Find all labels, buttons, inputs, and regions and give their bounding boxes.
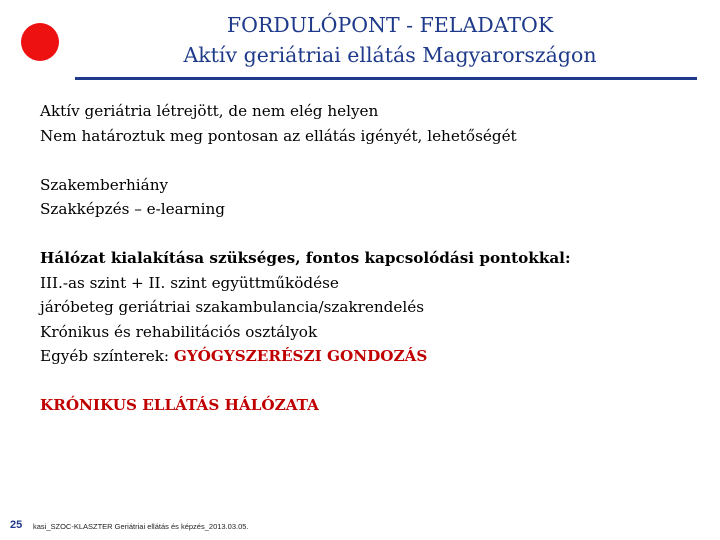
body-line-9	[40, 344, 700, 369]
body-line-8: Krónikus és rehabilitációs osztályok	[40, 322, 318, 341]
title-underline	[75, 77, 697, 80]
body-line-chronic-network: KRÓNIKUS ELLÁTÁS HÁLÓZATA	[40, 396, 319, 414]
footer-text: kasi_SZOC-KLASZTER Geriátriai ellátás és képzés_2013.03.05.	[33, 522, 249, 531]
body-line-6: III.-as szint + II. szint együttműködése	[40, 273, 339, 292]
spacer	[40, 369, 700, 394]
slide-title-line-2: Aktív geriátriai ellátás Magyarországon	[183, 43, 597, 67]
body-line-9-highlight: GYÓGYSZERÉSZI GONDOZÁS	[173, 347, 428, 365]
body-line-2: Nem határoztuk meg pontosan az ellátás igényét, lehetőségét	[40, 126, 517, 145]
body-line-network-heading: Hálózat kialakítása szükséges, fontos kapcsolódási pontokkal:	[40, 249, 571, 267]
spacer	[40, 222, 700, 247]
page-number: 25	[10, 519, 23, 531]
spacer	[40, 148, 700, 173]
slide-body	[40, 99, 700, 418]
body-line-7: járóbeteg geriátriai szakambulancia/szakrendelés	[40, 298, 425, 316]
body-line-4: Szakképzés – e-learning	[40, 200, 226, 218]
body-line-1: Aktív geriátria létrejött, de nem elég helyen	[40, 102, 379, 120]
body-line-9-prefix: Egyéb színterek:	[40, 347, 174, 365]
body-line-3: Szakemberhiány	[40, 175, 169, 194]
red-dot-marker	[21, 23, 59, 61]
slide-title	[80, 10, 700, 70]
slide-title-line-1: FORDULÓPONT - FELADATOK	[226, 13, 554, 37]
